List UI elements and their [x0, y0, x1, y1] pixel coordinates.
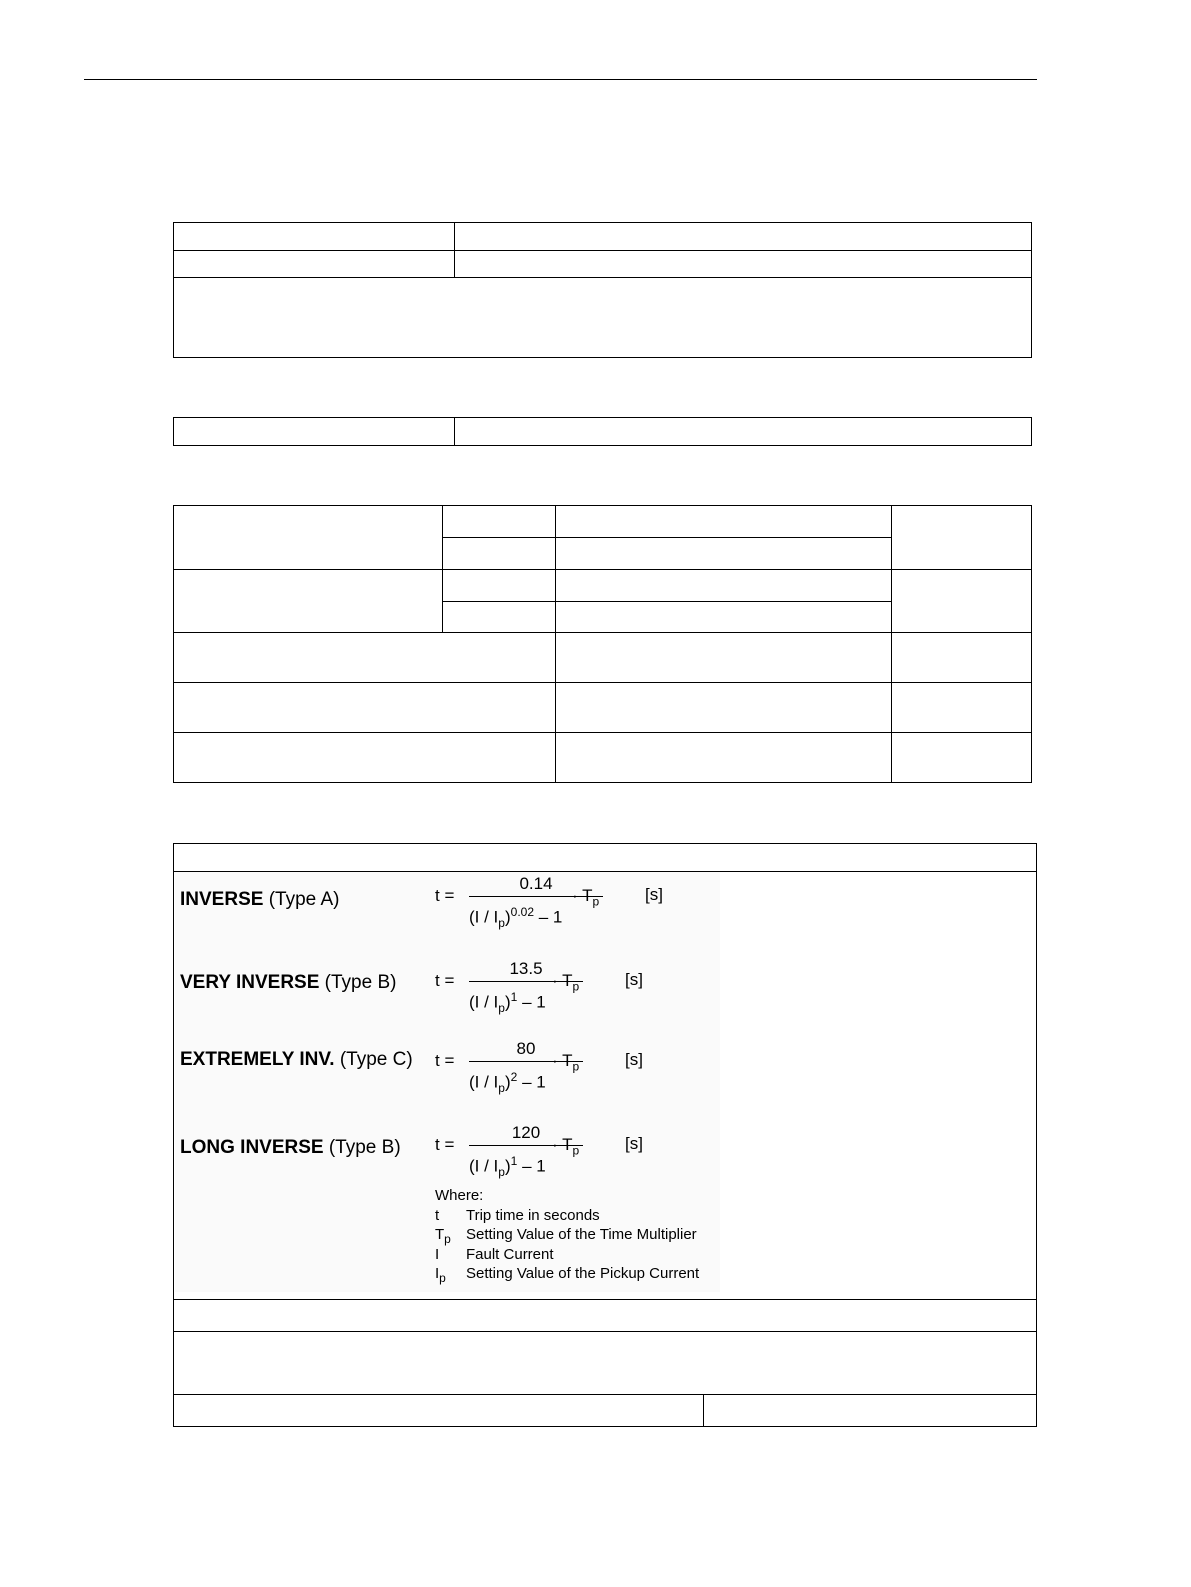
formula-lhs: t = — [435, 886, 455, 905]
legend-description: Fault Current — [466, 1245, 554, 1263]
table-3-row-divider — [173, 632, 1032, 633]
formula-inverse — [435, 874, 695, 929]
formula-numerator: 80 — [516, 1039, 536, 1058]
formula-long-inverse — [435, 1123, 675, 1178]
table-3-row-divider — [173, 569, 1032, 570]
formula-extremely-inverse — [435, 1039, 675, 1094]
curve-type: (Type C) — [339, 1049, 413, 1070]
table-3-col-divider — [891, 505, 892, 783]
legend-heading: Where: — [435, 1187, 484, 1204]
legend-description: Setting Value of the Pickup Current — [466, 1265, 700, 1282]
formula-time-multiplier: · $T_p$ — [552, 971, 580, 994]
formula-table-row-divider — [173, 1394, 1037, 1395]
table-3-row-divider — [173, 682, 1032, 683]
legend-description: Trip time in seconds — [466, 1206, 600, 1224]
table-1-col-divider — [454, 222, 455, 277]
table-3-row-divider — [173, 732, 1032, 733]
legend-item — [435, 1206, 600, 1226]
curve-type: (Type A) — [268, 889, 340, 910]
table-3-row-divider — [442, 537, 891, 538]
formula-table-row-divider — [173, 1299, 1037, 1300]
legend-item — [435, 1225, 697, 1246]
formula-denominator: $(I / I_p)^1 - 1$ — [469, 990, 546, 1016]
formula-unit: [s] — [625, 970, 643, 989]
formula-time-multiplier: · $T_p$ — [552, 1135, 580, 1158]
curve-type: (Type B) — [324, 972, 397, 993]
formula-numerator: 120 — [511, 1123, 541, 1142]
legend-symbol: I — [435, 1245, 440, 1263]
formula-lhs: t = — [435, 1135, 455, 1154]
table-2 — [173, 417, 1032, 446]
curve-name-bold: VERY INVERSE — [180, 972, 320, 993]
table-1-row-divider — [173, 250, 1032, 251]
formula-numerator: 0.14 — [519, 874, 553, 893]
formula-time-multiplier: · $T_p$ — [552, 1051, 580, 1074]
formula-numerator: 13.5 — [509, 959, 543, 978]
formula-table-row-divider — [173, 1331, 1037, 1332]
formula-legend — [435, 1186, 700, 1285]
curve-name-bold: INVERSE — [180, 889, 264, 910]
formula-unit: [s] — [625, 1134, 643, 1153]
legend-symbol: $T_p$ — [435, 1226, 451, 1246]
table-3 — [173, 505, 1032, 783]
legend-symbol: t — [435, 1206, 440, 1224]
formula-lhs: t = — [435, 1051, 455, 1070]
table-3-row-divider — [442, 601, 891, 602]
curve-name-very-inverse — [180, 972, 396, 994]
table-1 — [173, 222, 1032, 358]
curve-name-bold: EXTREMELY INV. — [180, 1049, 335, 1070]
table-1-row-divider — [173, 277, 1032, 278]
formula-table-col-divider — [703, 1394, 704, 1427]
table-3-col-divider — [555, 505, 556, 783]
formula-unit: [s] — [645, 885, 663, 904]
curve-name-bold: LONG INVERSE — [180, 1137, 324, 1158]
curve-name-inverse — [180, 889, 339, 911]
formula-unit: [s] — [625, 1050, 643, 1069]
legend-item — [435, 1245, 554, 1265]
curve-type: (Type B) — [328, 1137, 401, 1158]
formula-denominator: $(I / I_p)^1 - 1$ — [469, 1154, 546, 1180]
formula-denominator: $(I / I_p)^2 - 1$ — [469, 1070, 546, 1096]
table-3-col-divider — [442, 505, 443, 632]
formula-very-inverse — [435, 959, 675, 1014]
formula-time-multiplier: · $T_p$ — [572, 886, 600, 909]
legend-symbol: $I_p$ — [435, 1265, 446, 1285]
legend-item — [435, 1264, 700, 1285]
header-rule — [84, 79, 1037, 80]
table-2-col-divider — [454, 417, 455, 446]
curve-name-long-inverse — [180, 1137, 401, 1159]
legend-description: Setting Value of the Time Multiplier — [466, 1226, 697, 1243]
formula-lhs: t = — [435, 971, 455, 990]
curve-name-extremely-inverse — [180, 1049, 413, 1071]
formula-denominator: $(I / I_p)^{0.02} - 1$ — [469, 905, 563, 931]
